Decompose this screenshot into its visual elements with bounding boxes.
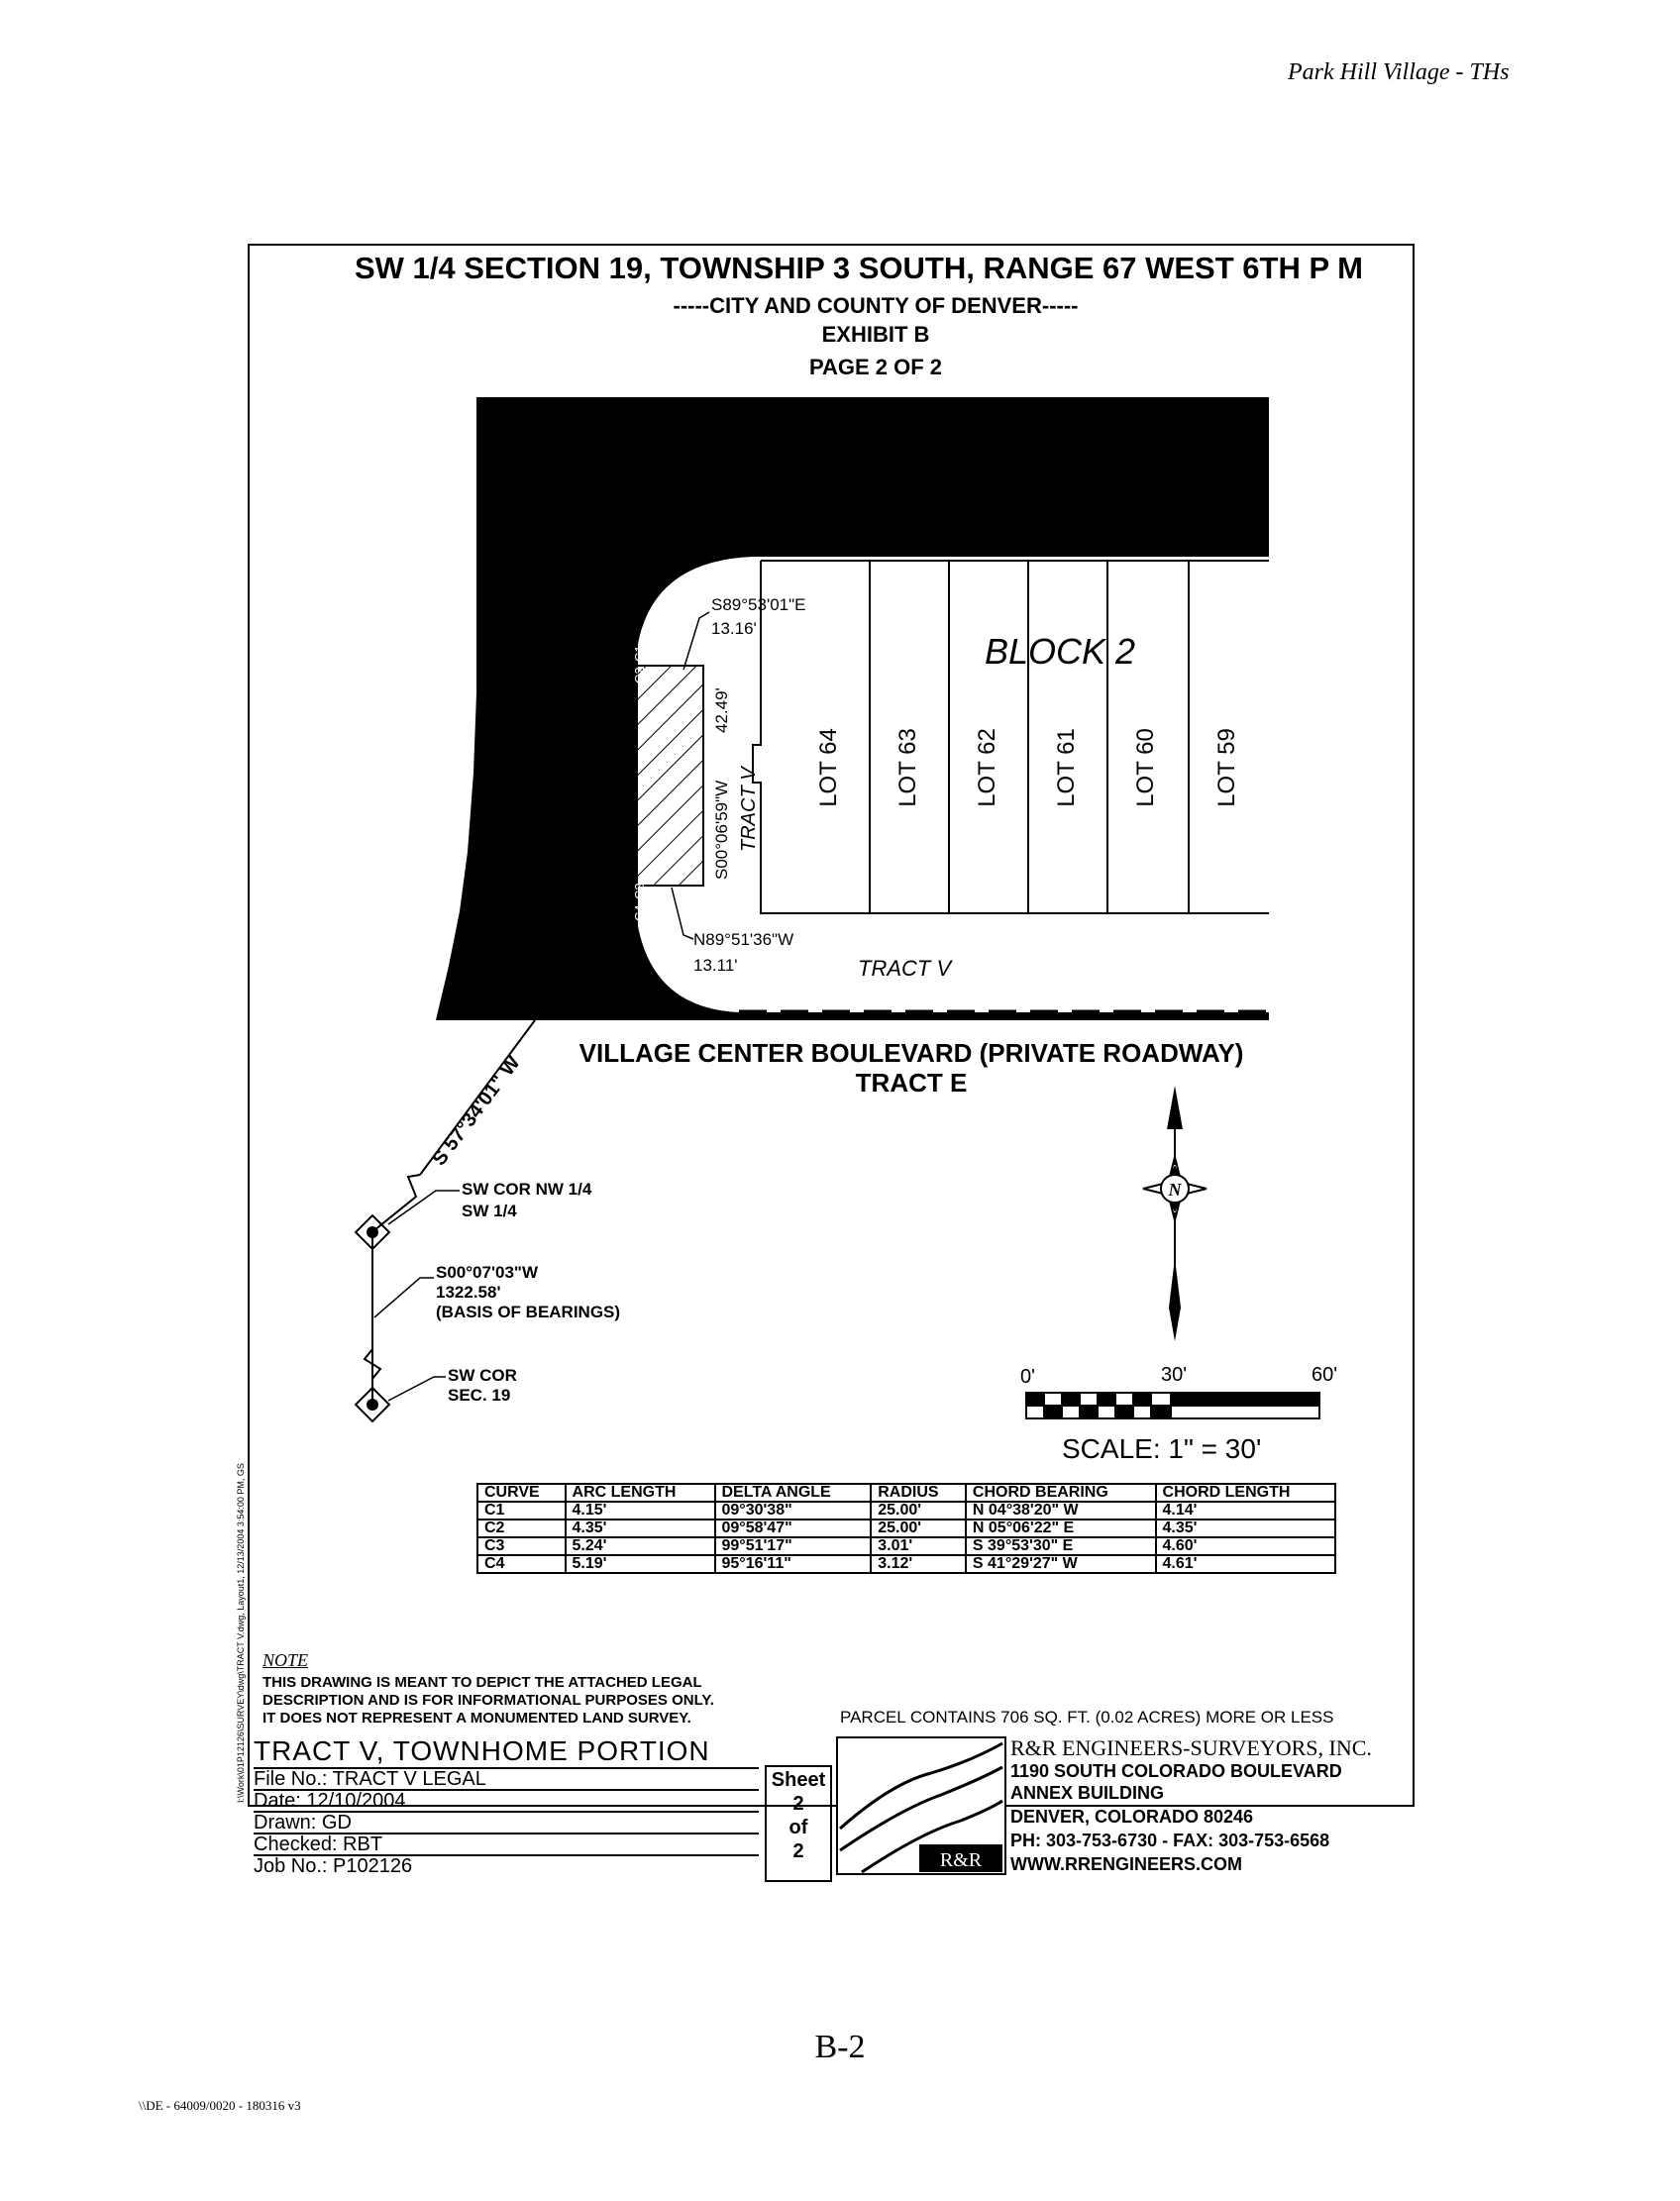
table-cell: 4.15'	[566, 1502, 715, 1520]
company-phone: PH: 303-753-6730 - FAX: 303-753-6568	[1010, 1831, 1330, 1850]
table-cell: 3.01'	[871, 1537, 966, 1555]
table-row	[477, 1520, 1335, 1537]
table-cell: 3.12'	[871, 1555, 966, 1573]
sheet-of: of	[788, 1817, 808, 1838]
table-cell: C2	[477, 1520, 566, 1537]
lot-label: LOT 62	[974, 728, 1000, 807]
north-arrow	[1143, 1086, 1207, 1341]
sw-cor-sec-label-2: SEC. 19	[448, 1386, 511, 1405]
basis-bearing: S00°07'03"W	[436, 1263, 539, 1282]
sw-cor-sec-label: SW COR	[448, 1366, 517, 1385]
lot-label: LOT 59	[1213, 728, 1240, 807]
table-header-cell: RADIUS	[871, 1484, 966, 1502]
drawing-date: Date: 12/10/2004	[254, 1791, 759, 1813]
table-cell: 5.19'	[566, 1555, 715, 1573]
leader-line	[374, 1278, 434, 1317]
lot-label: LOT 64	[815, 728, 842, 807]
table-cell: 99°51'17"	[715, 1537, 872, 1555]
table-cell: 4.60'	[1156, 1537, 1335, 1555]
table-header-cell: DELTA ANGLE	[715, 1484, 872, 1502]
note-line3: IT DOES NOT REPRESENT A MONUMENTED LAND SURVEY.	[262, 1710, 691, 1727]
page-number: B-2	[814, 2029, 866, 2065]
bearing-bottom-dist: 13.11'	[693, 956, 738, 975]
company-address-2: ANNEX BUILDING	[1010, 1783, 1165, 1803]
company-address-3: DENVER, COLORADO 80246	[1010, 1807, 1254, 1827]
company-address-1: 1190 SOUTH COLORADO BOULEVARD	[1010, 1761, 1342, 1781]
table-header-cell: CHORD BEARING	[966, 1484, 1156, 1502]
drawing-title-line2: -----CITY AND COUNTY OF DENVER-----	[673, 293, 1079, 318]
drawing-title-line1: SW 1/4 SECTION 19, TOWNSHIP 3 SOUTH, RANGE 67 WEST 6TH P M	[354, 251, 1364, 285]
curve-label-c3: C3	[632, 883, 647, 899]
note-line1: THIS DRAWING IS MEANT TO DEPICT THE ATTACHED LEGAL	[262, 1674, 702, 1691]
leader-line	[388, 1191, 460, 1224]
table-cell: 09°58'47"	[715, 1520, 872, 1537]
table-cell: C1	[477, 1502, 566, 1520]
bearing-right-dist: 42.49'	[712, 687, 731, 733]
bearing-top-dist: 13.16'	[711, 619, 757, 638]
table-header-cell: ARC LENGTH	[566, 1484, 715, 1502]
scale-tick-0: 0'	[1020, 1366, 1035, 1388]
drawn-by: Drawn: GD	[254, 1813, 759, 1834]
table-cell: C4	[477, 1555, 566, 1573]
sheet-number: 2	[792, 1793, 804, 1815]
sw-cor-nw-label: SW COR NW 1/4	[462, 1180, 592, 1199]
table-cell: C3	[477, 1537, 566, 1555]
curve-label-c2: C2	[632, 667, 647, 683]
scale-tick-60: 60'	[1312, 1364, 1338, 1386]
table-row	[477, 1502, 1335, 1520]
table-cell: 95°16'11"	[715, 1555, 872, 1573]
road-label-line2: TRACT E	[855, 1068, 968, 1098]
table-header-cell: CURVE	[477, 1484, 566, 1502]
sw-cor-nw-label-2: SW 1/4	[462, 1202, 517, 1220]
lot-label: LOT 63	[894, 728, 921, 807]
curve-label-c1: C1	[632, 645, 647, 662]
logo-letters: R&R	[939, 1849, 983, 1871]
lot-label: LOT 61	[1053, 728, 1080, 807]
side-filename: I:\Work\01P12126\SURVEY\dwg\TRACT V.dwg, Layout1, 12/13/2004 3:54:00 PM, GS	[236, 1463, 246, 1803]
table-cell: N 05°06'22" E	[966, 1520, 1156, 1537]
title-block-title: TRACT V, TOWNHOME PORTION	[254, 1735, 759, 1769]
table-cell: 09°30'38"	[715, 1502, 872, 1520]
document-id: \\DE - 64009/0020 - 180316 v3	[139, 2098, 301, 2113]
bearing-bottom: N89°51'36"W	[693, 930, 794, 949]
parcel-area-text: PARCEL CONTAINS 706 SQ. FT. (0.02 ACRES) MORE OR LESS	[840, 1708, 1334, 1727]
tract-v-bottom-label: TRACT V	[858, 956, 952, 981]
table-row	[477, 1555, 1335, 1573]
note-heading: NOTE	[262, 1650, 309, 1670]
break-symbol	[374, 1175, 420, 1230]
leader-line	[388, 1377, 446, 1401]
job-number: Job No.: P102126	[254, 1855, 413, 1877]
basis-distance: 1322.58'	[436, 1283, 501, 1302]
scale-bar	[1026, 1393, 1319, 1418]
basis-label: (BASIS OF BEARINGS)	[436, 1303, 621, 1321]
drawing-title-line3: EXHIBIT B	[821, 322, 930, 347]
table-cell: N 04°38'20" W	[966, 1502, 1156, 1520]
table-cell: 4.35'	[1156, 1520, 1335, 1537]
scale-tick-30: 30'	[1161, 1364, 1188, 1386]
company-name: R&R ENGINEERS-SURVEYORS, INC.	[1010, 1735, 1372, 1760]
company-website: WWW.RRENGINEERS.COM	[1010, 1854, 1242, 1874]
table-cell: 4.35'	[566, 1520, 715, 1537]
drawing-title-line4: PAGE 2 OF 2	[808, 355, 943, 379]
checked-by: Checked: RBT	[254, 1834, 759, 1856]
table-cell: 5.24'	[566, 1537, 715, 1555]
lot-label: LOT 60	[1132, 728, 1159, 807]
scale-text: SCALE: 1" = 30'	[1062, 1433, 1262, 1464]
north-letter: N	[1168, 1180, 1182, 1200]
table-cell: 25.00'	[871, 1520, 966, 1537]
sheet-label: Sheet	[771, 1769, 826, 1791]
block-label: BLOCK 2	[984, 631, 1136, 672]
diagonal-bearing-label: S 57°34'01" W	[428, 1052, 525, 1171]
page-header-title: Park Hill Village - THs	[1288, 59, 1510, 85]
table-cell: 4.14'	[1156, 1502, 1335, 1520]
table-row	[477, 1537, 1335, 1555]
note-line2: DESCRIPTION AND IS FOR INFORMATIONAL PURPOSES ONLY.	[262, 1692, 714, 1709]
table-cell: 4.61'	[1156, 1555, 1335, 1573]
table-header-cell: CHORD LENGTH	[1156, 1484, 1335, 1502]
bearing-right: S00°06'59"W	[712, 780, 731, 880]
road-label-line1: VILLAGE CENTER BOULEVARD (PRIVATE ROADWAY)	[578, 1038, 1244, 1068]
sheet-total: 2	[792, 1840, 804, 1862]
table-cell: 25.00'	[871, 1502, 966, 1520]
table-header-row	[477, 1484, 1335, 1502]
file-number: File No.: TRACT V LEGAL	[254, 1769, 759, 1791]
bearing-top: S89°53'01"E	[711, 595, 806, 614]
curve-label-c4: C4	[632, 904, 647, 921]
table-cell: S 41°29'27" W	[966, 1555, 1156, 1573]
curve-table	[476, 1483, 1336, 1574]
table-cell: S 39°53'30" E	[966, 1537, 1156, 1555]
tract-v-parcel	[628, 666, 703, 886]
tract-v-vertical-label: TRACT V	[738, 767, 760, 852]
